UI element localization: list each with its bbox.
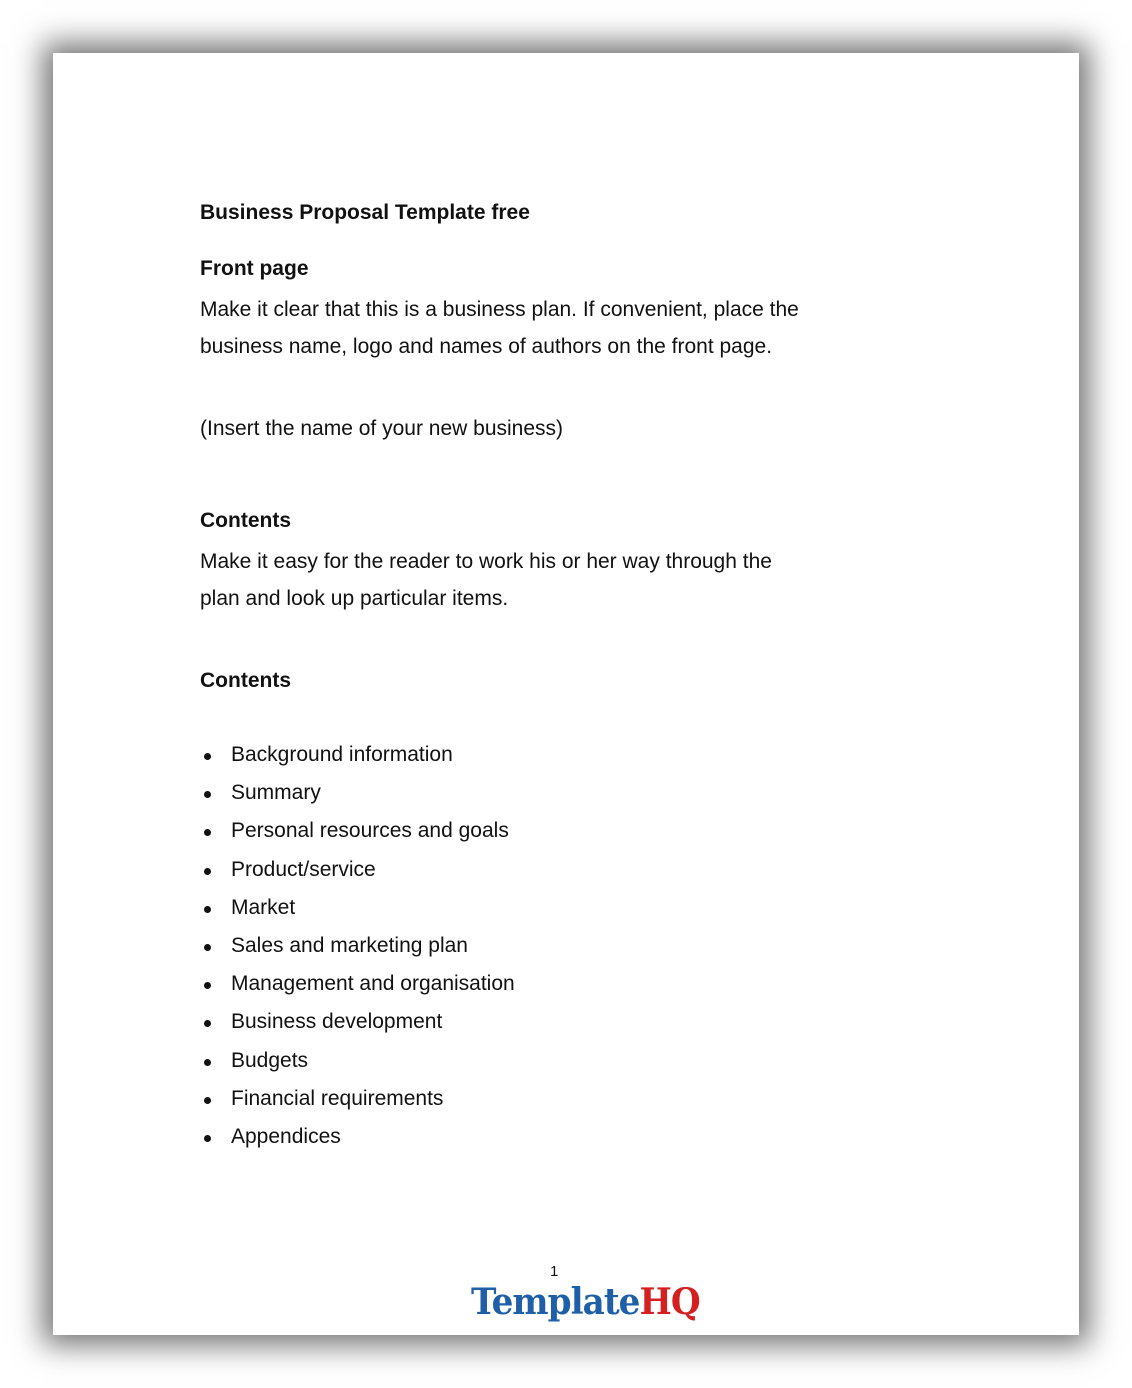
bullet-icon bbox=[204, 1020, 211, 1027]
contents-intro-heading: Contents bbox=[200, 509, 291, 532]
bullet-icon bbox=[204, 1059, 211, 1066]
bullet-icon bbox=[204, 868, 211, 875]
business-name-placeholder: (Insert the name of your new business) bbox=[200, 417, 564, 440]
bullet-icon bbox=[204, 753, 211, 760]
front-page-line-1: Make it clear that this is a business plan. If convenient, place the bbox=[200, 298, 799, 321]
templatehq-logo bbox=[471, 1281, 700, 1323]
front-page-heading: Front page bbox=[200, 257, 309, 280]
document-title: Business Proposal Template free bbox=[200, 201, 530, 224]
logo-part-template: Template bbox=[471, 1281, 640, 1323]
contents-intro-line-1: Make it easy for the reader to work his or her way through the bbox=[200, 550, 772, 573]
bullet-icon bbox=[204, 982, 211, 989]
document-page: Business Proposal Template free Front page Make it clear that this is a business plan. If convenient, place the business name, logo and names of authors on the front page. (Insert the name of your new business) Contents Make it easy for the reader to work his or her way through the plan and look up particular items. Contents Background information Summary Personal resources and goals Product/service Market Sales and marketing plan Management and organisation Business development Budgets Financial requirements Appendices 1 TemplateHQ bbox=[53, 53, 1079, 1335]
bullet-icon bbox=[204, 791, 211, 798]
bullet-icon bbox=[204, 829, 211, 836]
bullet-icon bbox=[204, 906, 211, 913]
bullet-icon bbox=[204, 1097, 211, 1104]
logo-part-hq: HQ bbox=[639, 1281, 700, 1323]
contents-intro-line-2: plan and look up particular items. bbox=[200, 587, 509, 610]
page-number: 1 bbox=[550, 1263, 559, 1280]
contents-list-heading: Contents bbox=[200, 669, 291, 692]
bullet-icon bbox=[204, 944, 211, 951]
bullet-icon bbox=[204, 1135, 211, 1142]
front-page-line-2: business name, logo and names of authors on the front page. bbox=[200, 335, 773, 358]
